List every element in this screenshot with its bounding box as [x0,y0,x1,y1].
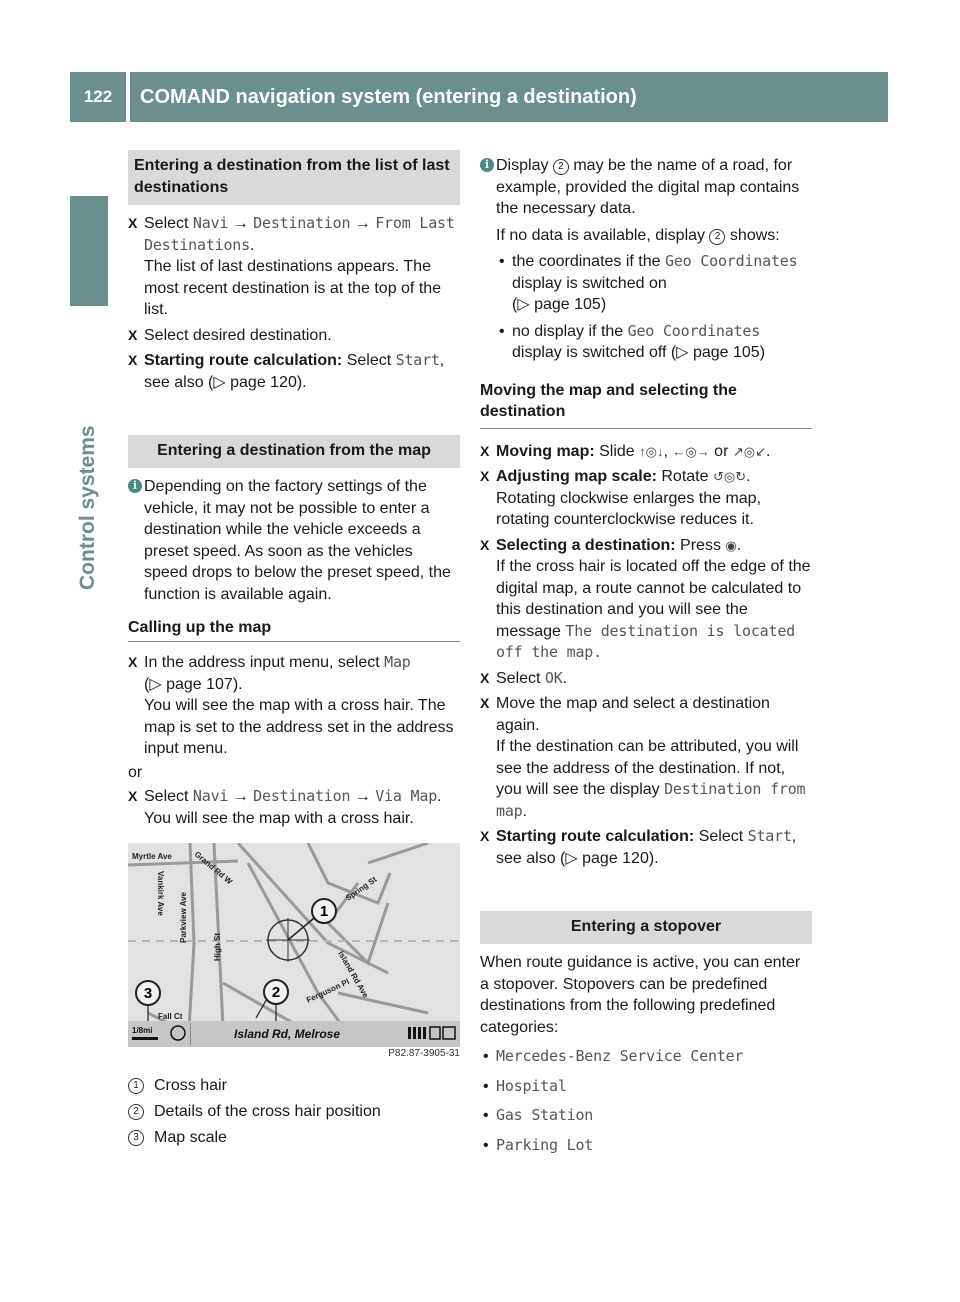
info-note-display: i Display 2 may be the name of a road, for example, provided the digital map contains the necessary data. If no data is available, display 2 shows: • the coordinates if the Geo Coordinates display is switched on (▷ page 105) • no display if the Geo Coordinates display is switched off (▷ page 105) [480,155,812,364]
legend-item: 1 Cross hair [128,1073,460,1099]
step-arrow-icon: X [480,695,490,711]
map-street-label: Grand Rd W [192,849,234,887]
info-note-speed: i Depending on the factory settings of the vehicle, it may not be possible to enter a destination while the vehicle exceeds a preset speed. As soon as the vehicles speed drops to below the preset speed, the function is available again. [128,476,460,605]
category-item: • Mercedes-Benz Service Center [483,1047,744,1065]
step-arrow-icon: X [128,788,138,804]
step-address-menu-map: X In the address input menu, select Map (▷ page 107). You will see the map with a cross hair. The map is set to the address set in the address input menu. [128,653,454,757]
controller-press-icon: ◉ [725,537,737,553]
step-start-route: X Starting route calculation: Select Start, see also (▷ page 120). [128,351,445,391]
map-street-label: Myrtle Ave [132,852,172,861]
step-arrow-icon: X [480,442,490,459]
map-street-label: Parkview Ave [179,892,188,943]
step-select-via-map: X Select Navi → Destination → Via Map. You will see the map with a cross hair. [128,787,442,827]
controller-slide-vertical-icon: ↑◎↓ [639,443,664,459]
bullet-item: • the coordinates if the Geo Coordinates display is switched on (▷ page 105) [499,252,798,313]
legend-item: 3 Map scale [128,1125,460,1151]
map-scale-text: 1/8mi [132,1026,153,1035]
step-moving-map: X Moving map: Slide ↑◎↓, ←◎→ or ↗◎↙. [480,441,812,463]
step-arrow-icon: X [128,215,138,231]
step-arrow-icon: X [128,326,138,343]
map-street-label: Ferguson Pl [305,977,351,1005]
figure-reference: P82.87-3905-31 [388,1048,460,1059]
step-arrow-icon: X [480,828,490,844]
step-select-ok: X Select OK. [480,668,812,690]
map-callout-1: 1 [319,903,329,920]
step-arrow-icon: X [128,654,138,670]
map-street-label: Spring St [343,874,379,903]
map-callout-3: 3 [143,985,153,1002]
section-heading-stopover: Entering a stopover [480,911,812,944]
section-heading-from-map: Entering a destination from the map [128,435,460,468]
side-tab-marker [70,196,108,306]
page-title: COMAND navigation system (entering a destination) [130,72,888,122]
legend-item: 2 Details of the cross hair position [128,1099,460,1125]
step-arrow-icon: X [128,352,138,368]
step-map-scale: X Adjusting map scale: Rotate ↺◎↻. Rotating clockwise enlarges the map, rotating counterclockwise reduces it. [480,468,762,528]
map-street-label: Fall Ct [158,1012,183,1021]
map-screenshot [128,843,460,1047]
right-column [480,155,812,1156]
map-street-label: Vankirk Ave [156,871,165,916]
map-drawing [128,843,460,1047]
step-arrow-icon: X [480,669,490,686]
step-result: The list of last destinations appears. The most recent destination is at the top of the list. [144,258,442,318]
step-select-last-destinations: X Select Navi → Destination → From Last Destinations. The list of last destinations appears. The most recent destination is at the top of the list. [128,213,460,321]
category-item: • Hospital [483,1076,567,1095]
step-arrow-icon: X [480,536,490,553]
left-column [128,150,460,1151]
stopover-description: When route guidance is active, you can enter a stopover. Stopovers can be predefined destinations from the following predefined categories: [480,954,801,1036]
section-heading-moving-map: Moving the map and selecting the destination [480,380,812,429]
subsection-heading-calling-map: Calling up the map [128,617,460,642]
step-move-map-again: X Move the map and select a destination again. If the destination can be attributed, you will see the address of the destination. If not, you will see the display Destination from map. [480,695,806,820]
step-start-route: X Starting route calculation: Select Start, see also (▷ page 120). [480,827,797,867]
map-street-label: High St [213,933,222,961]
step-select-destination: X Selecting a destination: Press ◉. If the cross hair is located off the edge of the digital map, a route cannot be calculated to this destination and you will see the message The destination is located off the map. [480,536,811,661]
page-number: 122 [70,72,126,122]
info-icon: i [128,479,142,493]
step-arrow-icon: X [480,468,490,484]
side-section-label: Control systems [76,425,99,590]
map-callout-2: 2 [271,984,281,1001]
section-heading-last-destinations: Entering a destination from the list of last destinations [128,150,460,205]
controller-slide-horizontal-icon: ←◎→ [672,443,710,459]
or-label: or [128,763,143,781]
step-select-desired-destination: X Select desired destination. [128,325,460,347]
info-icon: i [480,158,494,172]
category-item: • Parking Lot [483,1135,594,1154]
map-street-label: Island Rd Ave [336,949,371,1000]
map-road-name: Island Rd, Melrose [234,1027,341,1041]
bullet-item: • no display if the Geo Coordinates display is switched off (▷ page 105) [499,321,766,361]
controller-rotate-icon: ↺◎↻ [712,469,747,484]
controller-slide-diagonal-icon: ↗◎↙ [732,443,766,459]
category-item: • Gas Station [483,1106,594,1124]
